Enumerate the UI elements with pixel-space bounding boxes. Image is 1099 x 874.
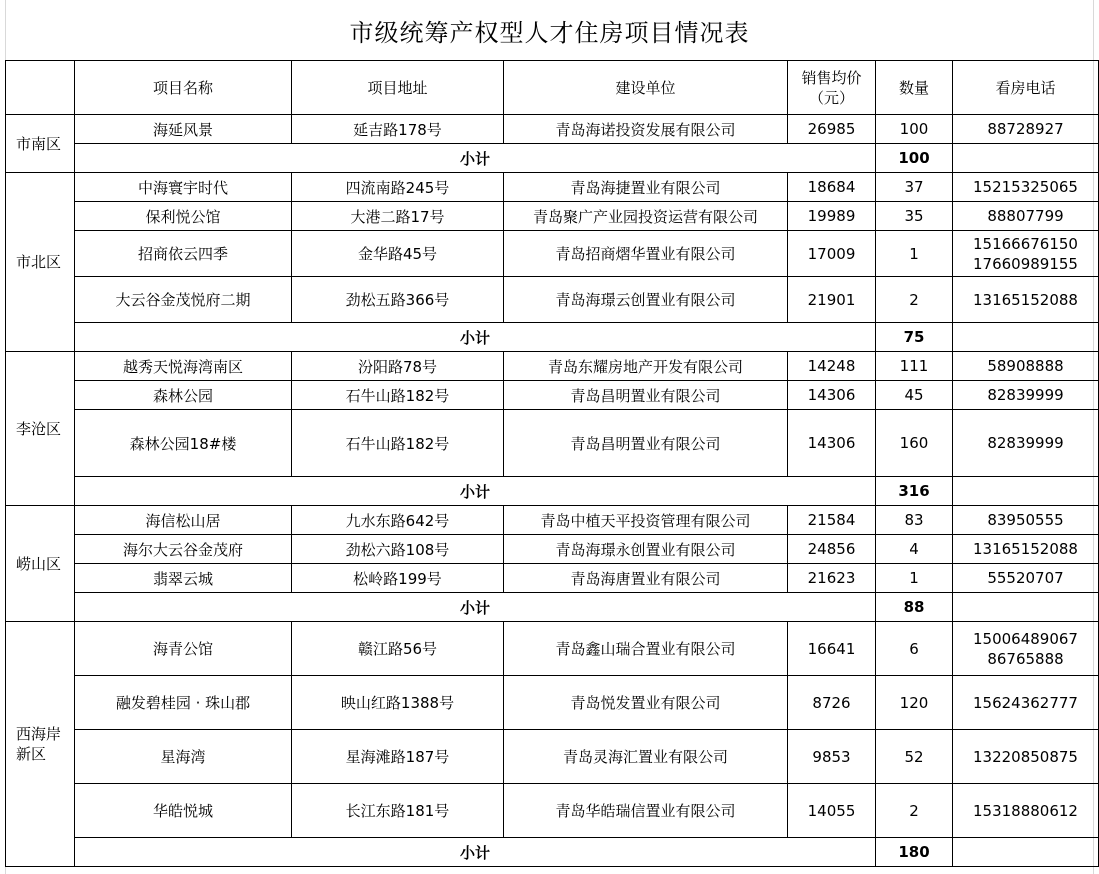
address-cell: 松岭路199号 (292, 564, 504, 593)
subtotal-row (6, 323, 1099, 352)
phone-number: 55520707 (987, 569, 1064, 587)
price-cell: 19989 (788, 202, 876, 231)
district-name: 西海岸 (16, 725, 62, 743)
price-cell: 21584 (788, 506, 876, 535)
subtotal-empty (953, 144, 1099, 173)
address-cell: 汾阳路78号 (292, 352, 504, 381)
phone-cell (953, 622, 1099, 676)
builder-cell: 青岛东耀房地产开发有限公司 (504, 352, 788, 381)
phone-cell (953, 564, 1099, 593)
price-cell: 14306 (788, 381, 876, 410)
project-name-cell: 融发碧桂园 · 珠山郡 (75, 676, 292, 730)
address-cell: 大港二路17号 (292, 202, 504, 231)
address-cell: 石牛山路182号 (292, 381, 504, 410)
table-row (6, 173, 1099, 202)
project-name-cell: 海延风景 (75, 115, 292, 144)
address-cell: 星海滩路187号 (292, 730, 504, 784)
count-cell: 160 (876, 410, 953, 477)
builder-cell: 青岛悦发置业有限公司 (504, 676, 788, 730)
district-cell (6, 506, 75, 622)
count-cell: 111 (876, 352, 953, 381)
price-cell: 14055 (788, 784, 876, 838)
price-cell: 26985 (788, 115, 876, 144)
builder-cell: 青岛招商熠华置业有限公司 (504, 231, 788, 277)
builder-cell: 青岛灵海汇置业有限公司 (504, 730, 788, 784)
project-name-cell: 越秀天悦海湾南区 (75, 352, 292, 381)
phone-cell (953, 115, 1099, 144)
count-cell: 6 (876, 622, 953, 676)
subtotal-row (6, 144, 1099, 173)
table-row (6, 115, 1099, 144)
price-cell: 9853 (788, 730, 876, 784)
phone-cell (953, 277, 1099, 323)
builder-cell: 青岛海捷置业有限公司 (504, 173, 788, 202)
district-name: 市南区 (16, 134, 62, 153)
header-row (6, 61, 1099, 115)
phone-number: 17660989155 (973, 254, 1078, 273)
project-name-cell: 海尔大云谷金茂府 (75, 535, 292, 564)
phone-cell (953, 730, 1099, 784)
count-cell: 52 (876, 730, 953, 784)
count-cell: 2 (876, 784, 953, 838)
price-cell: 18684 (788, 173, 876, 202)
price-cell: 14306 (788, 410, 876, 477)
header-price-line2: （元） (808, 88, 854, 107)
phone-number: 15215325065 (973, 178, 1078, 196)
phone-number: 15166676150 (973, 234, 1078, 253)
phone-number: 15006489067 (973, 629, 1078, 648)
table-row (6, 784, 1099, 838)
table-row (6, 506, 1099, 535)
table-row (6, 202, 1099, 231)
address-cell: 四流南路245号 (292, 173, 504, 202)
subtotal-empty (953, 477, 1099, 506)
header-count: 数量 (876, 61, 953, 115)
project-name-cell: 大云谷金茂悦府二期 (75, 277, 292, 323)
phone-cell (953, 231, 1099, 277)
count-cell: 1 (876, 564, 953, 593)
phone-number: 58908888 (987, 357, 1064, 375)
builder-cell: 青岛华皓瑞信置业有限公司 (504, 784, 788, 838)
subtotal-label: 小计 (75, 593, 876, 622)
builder-cell: 青岛聚广产业园投资运营有限公司 (504, 202, 788, 231)
header-price-line1: 销售均价 (801, 68, 862, 87)
phone-number: 13165152088 (973, 290, 1078, 309)
project-name-cell: 森林公园 (75, 381, 292, 410)
table-row (6, 564, 1099, 593)
count-cell: 100 (876, 115, 953, 144)
price-cell: 17009 (788, 231, 876, 277)
count-cell: 4 (876, 535, 953, 564)
builder-cell: 青岛昌明置业有限公司 (504, 410, 788, 477)
header-price (788, 61, 876, 115)
phone-cell (953, 535, 1099, 564)
phone-cell (953, 381, 1099, 410)
district-name: 李沧区 (16, 419, 62, 438)
phone-number: 82839999 (987, 386, 1064, 404)
project-name-cell: 海青公馆 (75, 622, 292, 676)
district-name: 崂山区 (16, 554, 62, 573)
price-cell: 16641 (788, 622, 876, 676)
header-phone: 看房电话 (953, 61, 1099, 115)
phone-cell (953, 173, 1099, 202)
header-district (6, 61, 75, 115)
district-cell (6, 352, 75, 506)
count-cell: 35 (876, 202, 953, 231)
project-name-cell: 华皓悦城 (75, 784, 292, 838)
phone-number: 86765888 (987, 649, 1064, 668)
phone-number: 88807799 (987, 207, 1064, 225)
subtotal-value: 100 (876, 144, 953, 173)
count-cell: 83 (876, 506, 953, 535)
housing-projects-table (5, 60, 1099, 867)
table-row (6, 231, 1099, 277)
phone-cell (953, 676, 1099, 730)
phone-cell (953, 410, 1099, 477)
price-cell: 14248 (788, 352, 876, 381)
phone-cell (953, 202, 1099, 231)
subtotal-empty (953, 323, 1099, 352)
address-cell: 映山红路1388号 (292, 676, 504, 730)
table-row (6, 676, 1099, 730)
builder-cell: 青岛海唐置业有限公司 (504, 564, 788, 593)
district-cell (6, 173, 75, 352)
project-name-cell: 海信松山居 (75, 506, 292, 535)
subtotal-value: 88 (876, 593, 953, 622)
price-cell: 21623 (788, 564, 876, 593)
table-row (6, 277, 1099, 323)
project-name-cell: 中海寰宇时代 (75, 173, 292, 202)
table-row (6, 410, 1099, 477)
table-row (6, 352, 1099, 381)
phone-number: 15318880612 (973, 801, 1078, 820)
address-cell: 九水东路642号 (292, 506, 504, 535)
builder-cell: 青岛海璟云创置业有限公司 (504, 277, 788, 323)
table-row (6, 730, 1099, 784)
subtotal-empty (953, 593, 1099, 622)
address-cell: 赣江路56号 (292, 622, 504, 676)
subtotal-label: 小计 (75, 323, 876, 352)
builder-cell: 青岛海诺投资发展有限公司 (504, 115, 788, 144)
phone-number: 82839999 (987, 434, 1064, 452)
phone-number: 13165152088 (973, 540, 1078, 558)
subtotal-row (6, 593, 1099, 622)
subtotal-label: 小计 (75, 477, 876, 506)
phone-cell (953, 784, 1099, 838)
phone-number: 15624362777 (973, 693, 1078, 712)
header-address: 项目地址 (292, 61, 504, 115)
project-name-cell: 招商依云四季 (75, 231, 292, 277)
price-cell: 24856 (788, 535, 876, 564)
district-name: 市北区 (16, 253, 62, 271)
district-name: 新区 (16, 745, 47, 763)
phone-number: 13220850875 (973, 747, 1078, 766)
subtotal-label: 小计 (75, 838, 876, 867)
district-cell (6, 622, 75, 867)
count-cell: 45 (876, 381, 953, 410)
phone-cell (953, 506, 1099, 535)
project-name-cell: 保利悦公馆 (75, 202, 292, 231)
page-title: 市级统筹产权型人才住房项目情况表 (349, 18, 750, 47)
count-cell: 1 (876, 231, 953, 277)
price-cell: 8726 (788, 676, 876, 730)
header-builder: 建设单位 (504, 61, 788, 115)
table-row (6, 622, 1099, 676)
project-name-cell: 翡翠云城 (75, 564, 292, 593)
address-cell: 石牛山路182号 (292, 410, 504, 477)
price-cell: 21901 (788, 277, 876, 323)
count-cell: 120 (876, 676, 953, 730)
header-project-name: 项目名称 (75, 61, 292, 115)
builder-cell: 青岛鑫山瑞合置业有限公司 (504, 622, 788, 676)
phone-number: 88728927 (987, 120, 1064, 138)
count-cell: 37 (876, 173, 953, 202)
address-cell: 延吉路178号 (292, 115, 504, 144)
address-cell: 劲松六路108号 (292, 535, 504, 564)
subtotal-value: 180 (876, 838, 953, 867)
builder-cell: 青岛中植天平投资管理有限公司 (504, 506, 788, 535)
project-name-cell: 森林公园18#楼 (75, 410, 292, 477)
table-row (6, 535, 1099, 564)
subtotal-value: 316 (876, 477, 953, 506)
subtotal-value: 75 (876, 323, 953, 352)
subtotal-row (6, 477, 1099, 506)
builder-cell: 青岛海璟永创置业有限公司 (504, 535, 788, 564)
district-cell (6, 115, 75, 173)
subtotal-row (6, 838, 1099, 867)
table-body (6, 115, 1099, 867)
table-row (6, 381, 1099, 410)
address-cell: 劲松五路366号 (292, 277, 504, 323)
phone-number: 83950555 (987, 511, 1064, 529)
subtotal-label: 小计 (75, 144, 876, 173)
builder-cell: 青岛昌明置业有限公司 (504, 381, 788, 410)
subtotal-empty (953, 838, 1099, 867)
phone-cell (953, 352, 1099, 381)
count-cell: 2 (876, 277, 953, 323)
address-cell: 金华路45号 (292, 231, 504, 277)
address-cell: 长江东路181号 (292, 784, 504, 838)
project-name-cell: 星海湾 (75, 730, 292, 784)
